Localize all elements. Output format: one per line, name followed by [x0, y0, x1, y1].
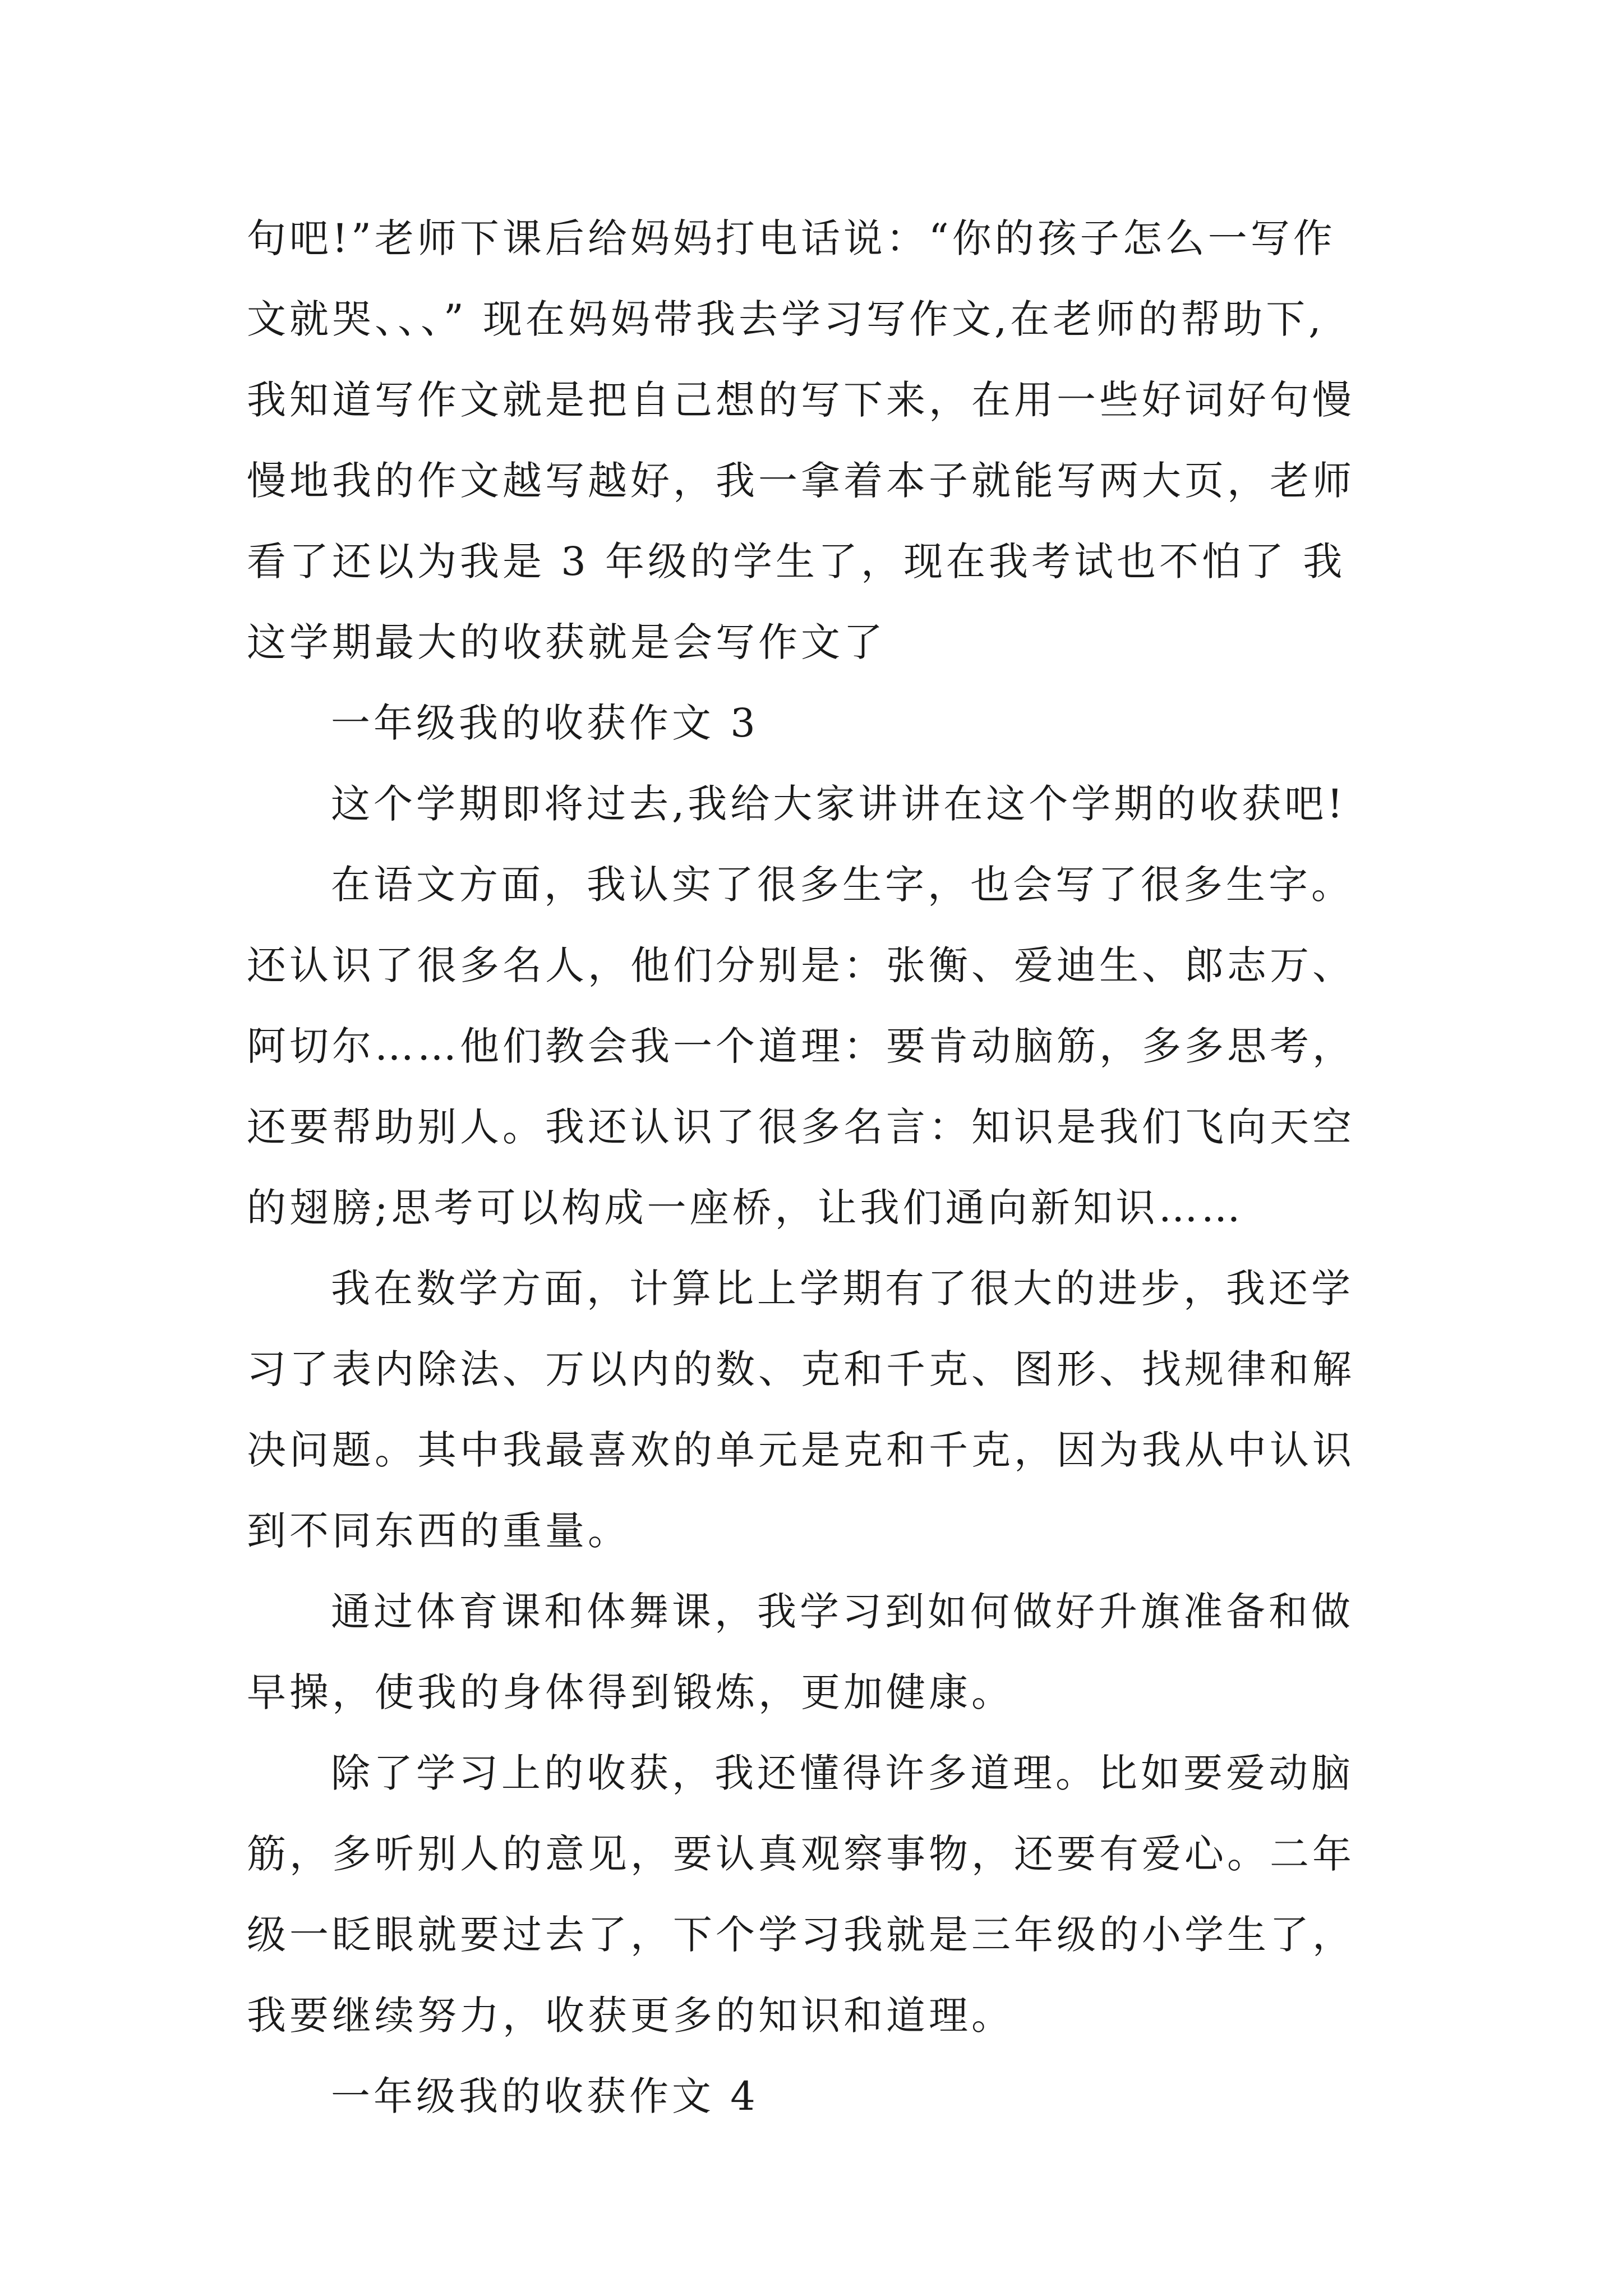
text-line: 这个学期即将过去,我给大家讲讲在这个学期的收获吧!	[331, 781, 1347, 827]
text-line: 习了表内除法、万以内的数、克和千克、图形、找规律和解	[247, 1346, 1355, 1392]
text-line: 到不同东西的重量。	[247, 1508, 630, 1554]
text-line: 决问题。其中我最喜欢的单元是克和千克，因为我从中认识	[247, 1427, 1355, 1473]
text-line: 阿切尔……他们教会我一个道理：要肯动脑筋，多多思考，	[247, 1023, 1355, 1069]
text-line: 我知道写作文就是把自己想的写下来，在用一些好词好句慢	[247, 377, 1355, 423]
text-line: 还认识了很多名人，他们分别是：张衡、爱迪生、郎志万、	[247, 942, 1355, 988]
text-line: 在语文方面，我认实了很多生字，也会写了很多生字。	[331, 862, 1354, 908]
section-heading: 一年级我的收获作文 3	[331, 700, 759, 746]
text-line: 句吧!”老师下课后给妈妈打电话说：“你的孩子怎么一写作	[247, 215, 1336, 261]
text-line: 这学期最大的收获就是会写作文了	[247, 619, 886, 665]
text-line: 通过体育课和体舞课，我学习到如何做好升旗准备和做	[331, 1589, 1354, 1635]
text-line: 我在数学方面，计算比上学期有了很大的进步，我还学	[331, 1266, 1354, 1312]
text-line: 我要继续努力，收获更多的知识和道理。	[247, 1993, 1014, 2039]
text-line: 看了还以为我是 3 年级的学生了，现在我考试也不怕了 我	[247, 539, 1346, 585]
text-line: 筋，多听别人的意见，要认真观察事物，还要有爱心。二年	[247, 1831, 1355, 1877]
text-line: 慢地我的作文越写越好，我一拿着本子就能写两大页，老师	[247, 458, 1355, 504]
text-line: 级一眨眼就要过去了，下个学习我就是三年级的小学生了，	[247, 1912, 1355, 1958]
section-heading: 一年级我的收获作文 4	[331, 2073, 759, 2119]
text-line: 除了学习上的收获，我还懂得许多道理。比如要爱动脑	[331, 1750, 1354, 1796]
text-line: 早操，使我的身体得到锻炼，更加健康。	[247, 1669, 1014, 1715]
text-line: 文就哭、、、” 现在妈妈带我去学习写作文,在老师的帮助下,	[247, 296, 1325, 342]
text-line: 还要帮助别人。我还认识了很多名言：知识是我们飞向天空	[247, 1104, 1355, 1150]
text-line: 的翅膀;思考可以构成一座桥，让我们通向新知识……	[247, 1185, 1244, 1231]
